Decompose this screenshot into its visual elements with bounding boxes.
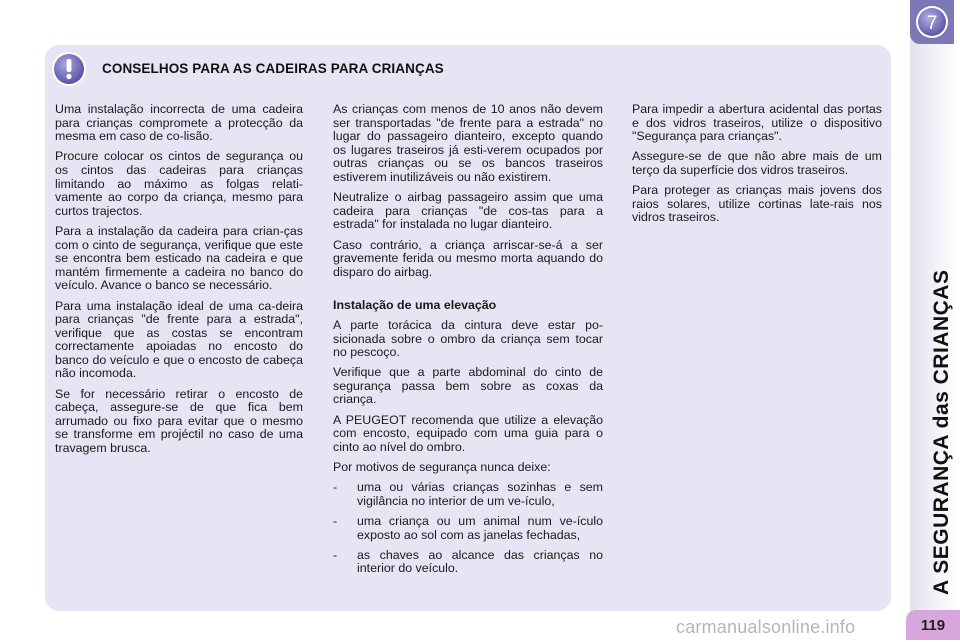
list-dash: - bbox=[333, 480, 338, 495]
chapter-title: A SEGURANÇA das CRIANÇAS bbox=[930, 269, 953, 595]
list-item-text: uma criança ou um animal num ve-ículo exposto ao sol com as janelas fechadas, bbox=[357, 514, 603, 542]
list-item-text: as chaves ao alcance das crianças no interior do veículo. bbox=[357, 547, 603, 576]
paragraph: Para proteger as crianças mais jovens dos raios solares, utilize cortinas late-rais nos vidros traseiros. bbox=[632, 183, 882, 225]
paragraph: Para uma instalação ideal de uma ca-deira para crianças "de frente para a estrada", verifique que as costas se encontram correctamente apoiadas no encosto do banco do veículo e que o encosto de cabeça não incomoda. bbox=[55, 298, 303, 381]
paragraph: Caso contrário, a criança arriscar-se-á a ser gravemente ferida ou mesmo morta aquando do disparo do airbag. bbox=[333, 237, 603, 279]
paragraph: Procure colocar os cintos de segurança ou os cintos das cadeiras para crianças limitando ao máximo as folgas relati-vamente ao corpo da criança, mesmo para curtos trajectos. bbox=[55, 149, 303, 218]
paragraph: Por motivos de segurança nunca deixe: bbox=[333, 460, 551, 475]
list-item-text: uma ou várias crianças sozinhas e sem vigilância no interior de um ve-ículo, bbox=[357, 480, 603, 508]
exclamation-circle-icon bbox=[51, 51, 87, 87]
chapter-badge bbox=[910, 0, 954, 44]
list-item bbox=[333, 515, 603, 542]
page-number: 119 bbox=[906, 610, 960, 640]
paragraph: Verifique que a parte abdominal do cinto de segurança passa bem sobre as coxas da criança. bbox=[333, 365, 603, 407]
paragraph: Se for necessário retirar o encosto de cabeça, assegure-se de que fica bem arrumado ou fixo para evitar que o mesmo se transforme em projéctil no caso de uma travagem brusca. bbox=[55, 386, 303, 456]
paragraph: A parte torácica da cintura deve estar po-sicionada sobre o ombro da criança sem tocar no pescoço. bbox=[333, 317, 603, 360]
column-1 bbox=[55, 103, 303, 462]
chapter-number: 7 bbox=[926, 13, 938, 34]
paragraph: Para a instalação da cadeira para crian-ças com o cinto de segurança, verifique que este se encontra bem esticado na cadeira e que mantém firmemente a cadeira no banco do veículo. Avance o banco se necessário. bbox=[55, 223, 303, 293]
list-item bbox=[333, 481, 603, 508]
column-2 bbox=[333, 103, 603, 583]
column-3 bbox=[632, 103, 882, 232]
paragraph: Assegure-se de que não abre mais de um terço da superfície dos vidros traseiros. bbox=[632, 149, 882, 177]
page-title: CONSELHOS PARA AS CADEIRAS PARA CRIANÇAS bbox=[102, 61, 444, 76]
chapter-number-badge-icon bbox=[914, 4, 950, 40]
paragraph: Para impedir a abertura acidental das portas e dos vidros traseiros, utilize o dispositivo "Segurança para crianças". bbox=[632, 102, 882, 144]
list-dash: - bbox=[333, 547, 338, 562]
list-dash: - bbox=[333, 514, 338, 528]
paragraph: Uma instalação incorrecta de uma cadeira para crianças compromete a protecção da mesma em caso de co-lisão. bbox=[55, 102, 303, 144]
list-item bbox=[333, 549, 603, 576]
section-subheading: Instalação de uma elevação bbox=[333, 298, 497, 313]
paragraph: Neutralize o airbag passageiro assim que uma cadeira para crianças "de cos-tas para a estrada" for instalada no lugar dianteiro. bbox=[333, 190, 603, 232]
paragraph: A PEUGEOT recomenda que utilize a elevação com encosto, equipado com uma guia para o cinto ao nível do ombro. bbox=[333, 412, 603, 454]
watermark: carmanualsonline.info bbox=[676, 617, 856, 637]
paragraph: As crianças com menos de 10 anos não devem ser transportadas "de frente para a estrada" no lugar do passageiro dianteiro, excepto quando os lugares traseiros já esti-verem ocupados por outras crianças ou se os bancos traseiros estiverem inutilizáveis ou não existirem. bbox=[333, 102, 603, 184]
